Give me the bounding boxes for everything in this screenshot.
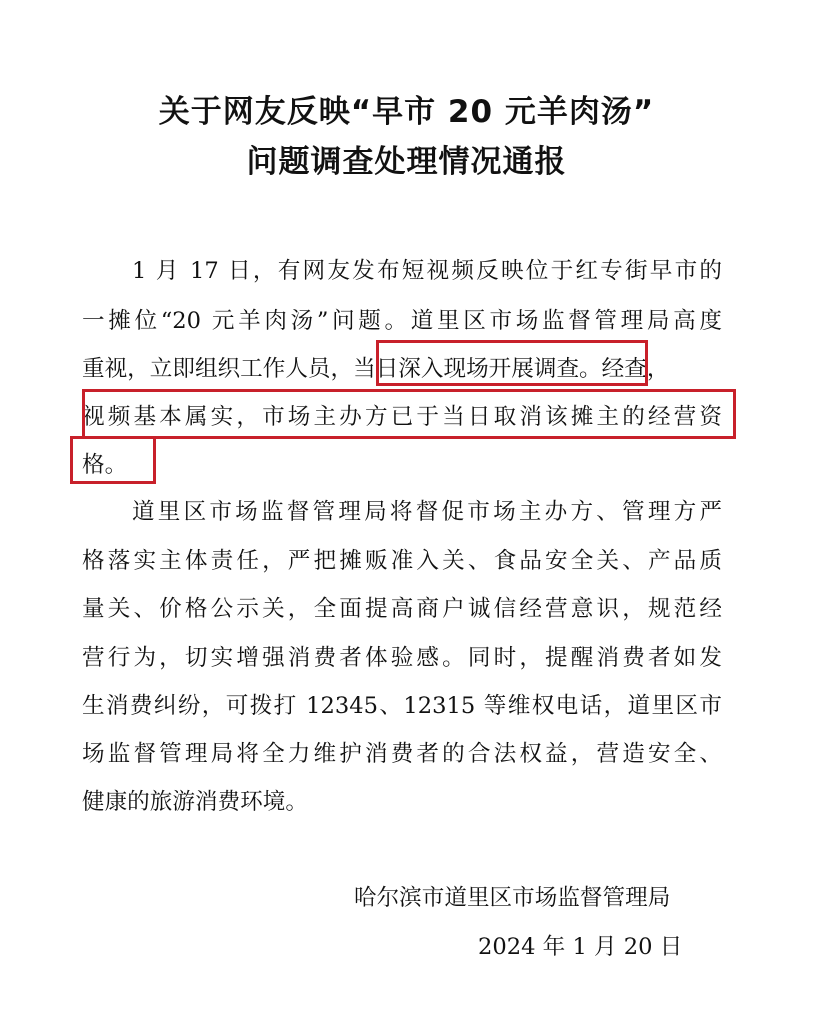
paragraph-2-line-1: 道里区市场监督管理局将督促市场主办方、管理方严: [132, 499, 722, 525]
paragraph-1-line-4: 视频基本属实，市场主办方已于当日取消该摊主的经营资: [82, 404, 722, 430]
paragraph-1-line-5: 格。: [82, 452, 128, 478]
paragraph-1-line-3: [82, 353, 669, 385]
paragraph-1-line-3-text: 重视，立即组织工作人员，: [82, 356, 354, 382]
paragraph-1-line-1: 1 月 17 日，有网友发布短视频反映位于红专街早市的: [132, 258, 722, 284]
paragraph-1-line-2: 一摊位“20 元羊肉汤”问题。道里区市场监督管理局高度: [82, 308, 722, 334]
highlighted-phrase-1: 当日深入现场开展调查。: [353, 356, 602, 382]
paragraph-2-line-6: 场监督管理局将全力维护消费者的合法权益，营造安全、: [82, 741, 722, 767]
document-title-line-2: 问题调查处理情况通报: [246, 144, 567, 180]
paragraph-2-line-5: 生消费纠纷，可拨打 12345、12315 等维权电话，道里区市: [82, 693, 722, 719]
paragraph-2-line-2: 格落实主体责任，严把摊贩准入关、食品安全关、产品质: [82, 548, 722, 574]
paragraph-1-line-3-end: 经查，: [601, 356, 670, 382]
signature-date: 2024 年 1 月 20 日: [478, 934, 683, 960]
paragraph-2-line-4: 营行为，切实增强消费者体验感。同时，提醒消费者如发: [82, 645, 722, 671]
paragraph-2-line-3: 量关、价格公示关，全面提高商户诚信经营意识，规范经: [82, 596, 722, 622]
document-title-line-1: 关于网友反映“早市 20 元羊肉汤”: [158, 94, 655, 130]
signature-organization: 哈尔滨市道里区市场监督管理局: [354, 885, 671, 911]
paragraph-2-line-7: 健康的旅游消费环境。: [82, 789, 308, 815]
